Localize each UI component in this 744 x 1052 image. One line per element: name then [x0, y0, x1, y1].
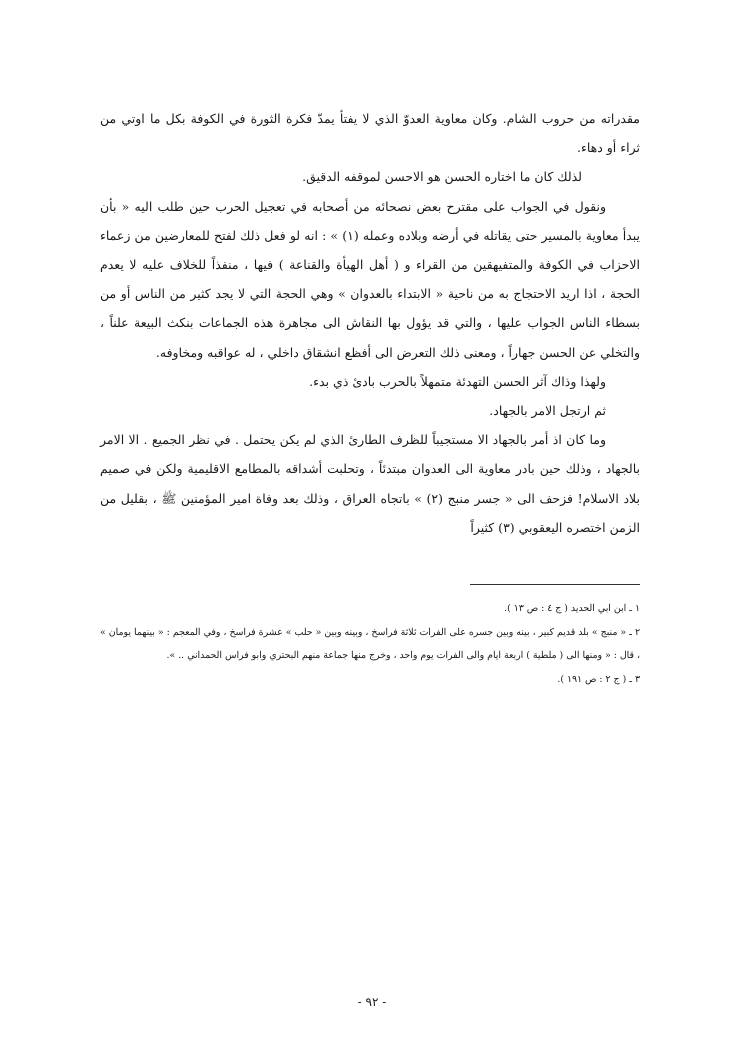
paragraph-1: مقدراته من حروب الشام. وكان معاوية العدوّ الذي لا يفتأ يمدّ فكرة الثورة في الكوفة بكل ما اوتي من ثراء أو دهاء. [100, 111, 640, 156]
footnote-2: ٢ ـ « منبج » بلد قديم كبير ، بينه وبين جسره على الفرات ثلاثة فراسخ ، وبينه وبين « حلب » عشرة فراسخ ، وفي المعجم : « بينهما يومان » ، قال : « ومنها الى ( ملطية ) اربعة ايام والى الفرات يوم واحد ، وخرج منها جماعة منهم البحتري وابو فراس الحمداني .. ». [100, 626, 640, 662]
paragraph-6: وما كان اذ أمر بالجهاد الا مستجيباً للظرف الطارئ الذي لم يكن يحتمل . في نظر الجميع . الا الامر بالجهاد ، وذلك حين بادر معاوية الى العدوان مبتدئاً ، وتحلبت أشداقه بالمطامع الاقليمية ولكن في صميم بلاد الاسلام! فزحف الى « جسر منبج (٢) » باتجاه العراق ، وذلك بعد وفاة امير المؤمنين ﷺ ، بقليل من الزمن اختصره اليعقوبي (٣) كثيراً [100, 432, 640, 535]
paragraph-5: ثم ارتجل الامر بالجهاد. [489, 403, 606, 419]
footnote-3: ٣ ـ ( ج ٢ : ص ١٩١ ). [557, 673, 640, 685]
paragraph-2: لذلك كان ما اختاره الحسن هو الاحسن لموقفه الدقيق. [302, 169, 582, 185]
footnote-1: ١ ـ ابن ابي الحديد ( ج ٤ : ص ١٣ ). [504, 603, 640, 614]
page-number: - ٩٢ - [357, 995, 387, 1009]
footnotes [100, 597, 640, 691]
main-text [100, 104, 640, 542]
paragraph-3: ونقول في الجواب على مقترح بعض نصحائه من أصحابه في تعجيل الحرب حين طلب اليه « بأن يبدأ معاوية بالمسير حتى يقاتله في أرضه وبلاده وعمله (١) » : انه لو فعل ذلك لفتح للمعارضين من زعماء الاحزاب في الكوفة والمتفيهقين من القراء و ( أهل الهيأة والقناعة ) فيها ، منفذاً للخلاف عليه لا يعدم الحجة ، اذا اريد الاحتجاج به من ناحية « الابتداء بالعدوان » وهي الحجة التي لا يجد كثير من الناس أو من بسطاء الناس الجواب عليها ، والتي قد يؤول بها النقاش الى مجاهرة هذه الجماعات بنكث البيعة علناً ، والتخلي عن الحسن جهاراً ، ومعنى ذلك التعرض الى أفظع انشقاق داخلي ، له عواقبه ومخاوفه. [100, 198, 640, 360]
footnote-separator [470, 584, 640, 585]
paragraph-4: ولهذا وذاك آثر الحسن التهدئة متمهلاً بالحرب بادئ ذي بدء. [309, 373, 606, 389]
